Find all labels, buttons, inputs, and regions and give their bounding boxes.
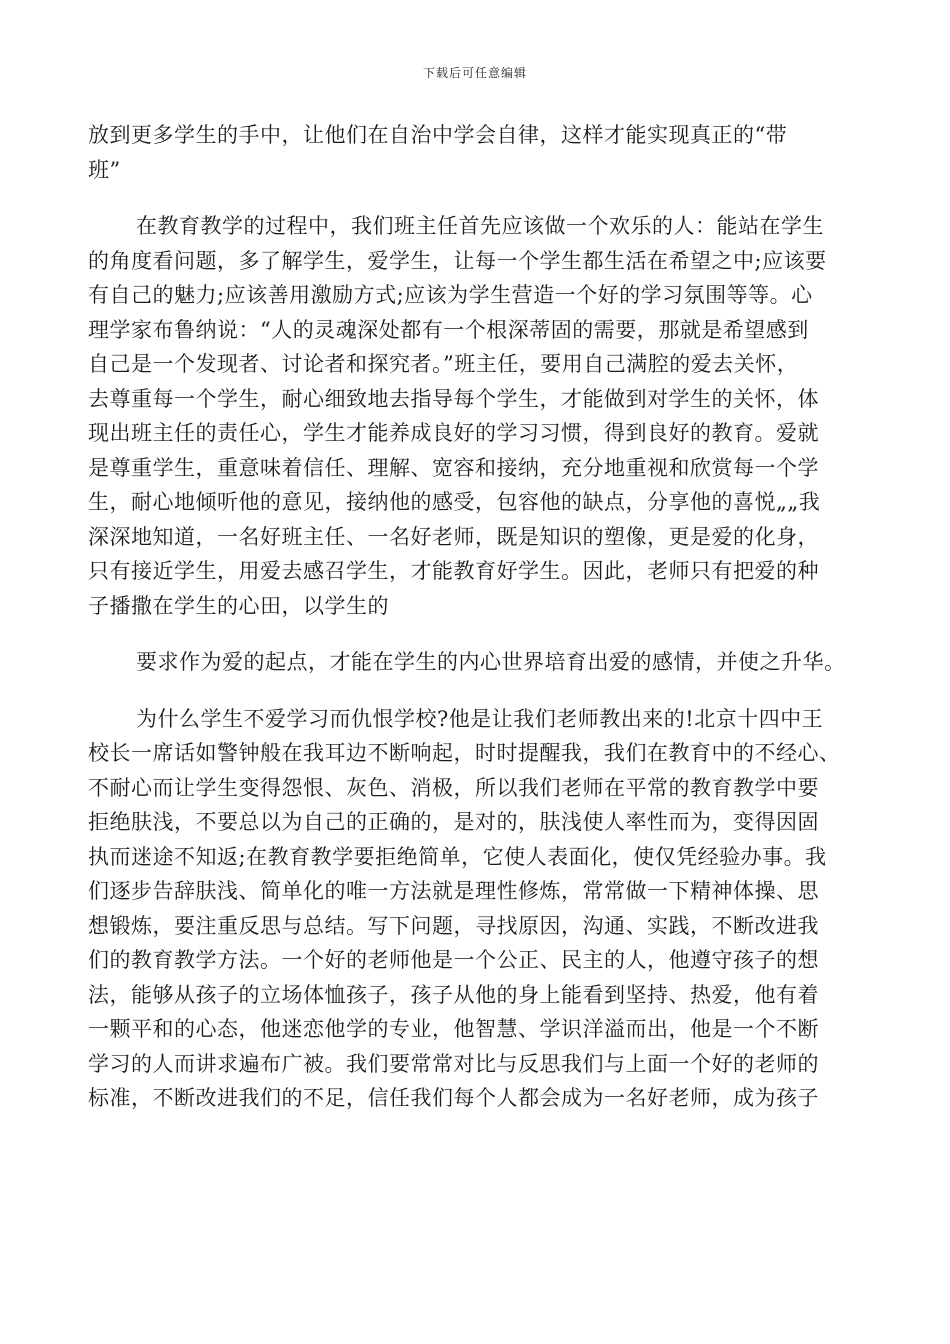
text-line: 是尊重学生，重意味着信任、理解、宽容和接纳，充分地重视和欣赏每一个学 xyxy=(88,455,819,480)
paragraph-2 xyxy=(88,209,878,623)
text-line: 想锻炼，要注重反思与总结。写下问题，寻找原因，沟通、实践，不断改进我 xyxy=(88,913,819,938)
text-line: 班” xyxy=(88,157,121,182)
text-line: 们的教育教学方法。一个好的老师他是一个公正、民主的人，他遵守孩子的想 xyxy=(88,948,819,972)
text-line: 的角度看问题，多了解学生，爱学生，让每一个学生都生活在希望之中;应该要 xyxy=(88,248,827,273)
text-line: 生，耐心地倾听他的意见，接纳他的感受，包容他的缺点，分享他的喜悦„„我 xyxy=(88,490,821,514)
header-note: 下载后可任意编辑 xyxy=(422,66,527,80)
text-line: 放到更多学生的手中，让他们在自治中学会自律，这样才能实现真正的“带 xyxy=(88,123,788,147)
document-body xyxy=(88,118,878,1116)
text-line: 执而迷途不知返;在教育教学要拒绝简单，它使人表面化，使仅凭经验办事。我 xyxy=(88,844,827,869)
text-line: 拒绝肤浅，不要总以为自己的正确的，是对的，肤浅使人率性而为，变得因固 xyxy=(88,810,819,834)
text-line: 自己是一个发现者、讨论者和探究者。”班主任，要用自己满腔的爱去关怀， xyxy=(88,352,799,376)
text-line: 去尊重每一个学生，耐心细致地去指导每个学生，才能做到对学生的关怀，体 xyxy=(88,386,819,411)
text-line: 校长一席话如警钟般在我耳边不断响起，时时提醒我，我们在教育中的不经心、 xyxy=(88,741,841,765)
text-line: 子播撒在学生的心田，以学生的 xyxy=(88,593,389,618)
text-line: 不耐心而让学生变得怨恨、灰色、消极，所以我们老师在平常的教育教学中要 xyxy=(88,775,819,800)
text-line: 要求作为爱的起点，才能在学生的内心世界培育出爱的感情，并使之升华。 xyxy=(136,650,846,674)
text-line: 们逐步告辞肤浅、简单化的唯一方法就是理性修炼，常常做一下精神体操、思 xyxy=(88,879,819,903)
text-line: 深深地知道，一名好班主任、一名好老师，既是知识的塑像，更是爱的化身， xyxy=(88,524,819,549)
text-line: 为什么学生不爱学习而仇恨学校?他是让我们老师教出来的!北京十四中王 xyxy=(136,706,824,731)
text-line: 学习的人而讲求遍布广被。我们要常常对比与反思我们与上面一个好的老师的 xyxy=(88,1051,819,1076)
text-line: 现出班主任的责任心，学生才能养成良好的学习习惯，得到良好的教育。爱就 xyxy=(88,421,819,445)
paragraph-4 xyxy=(88,702,878,1116)
text-line: 法，能够从孩子的立场体恤孩子，孩子从他的身上能看到坚持、热爱，他有着 xyxy=(88,982,819,1007)
text-line: 只有接近学生，用爱去感召学生，才能教育好学生。因此，老师只有把爱的种 xyxy=(88,559,819,583)
text-line: 一颗平和的心态，他迷恋他学的专业，他智慧、学识洋溢而出，他是一个不断 xyxy=(88,1017,819,1041)
paragraph-3 xyxy=(88,645,878,680)
text-line: 标准，不断改进我们的不足，信任我们每个人都会成为一名好老师，成为孩子 xyxy=(88,1086,819,1110)
text-line: 在教育教学的过程中，我们班主任首先应该做一个欢乐的人：能站在学生 xyxy=(136,214,824,238)
paragraph-1 xyxy=(88,118,878,187)
text-line: 理学家布鲁纳说：“人的灵魂深处都有一个根深蒂固的需要，那就是希望感到 xyxy=(88,317,809,342)
text-line: 有自己的魅力;应该善用激励方式;应该为学生营造一个好的学习氛围等等。心 xyxy=(88,283,813,307)
